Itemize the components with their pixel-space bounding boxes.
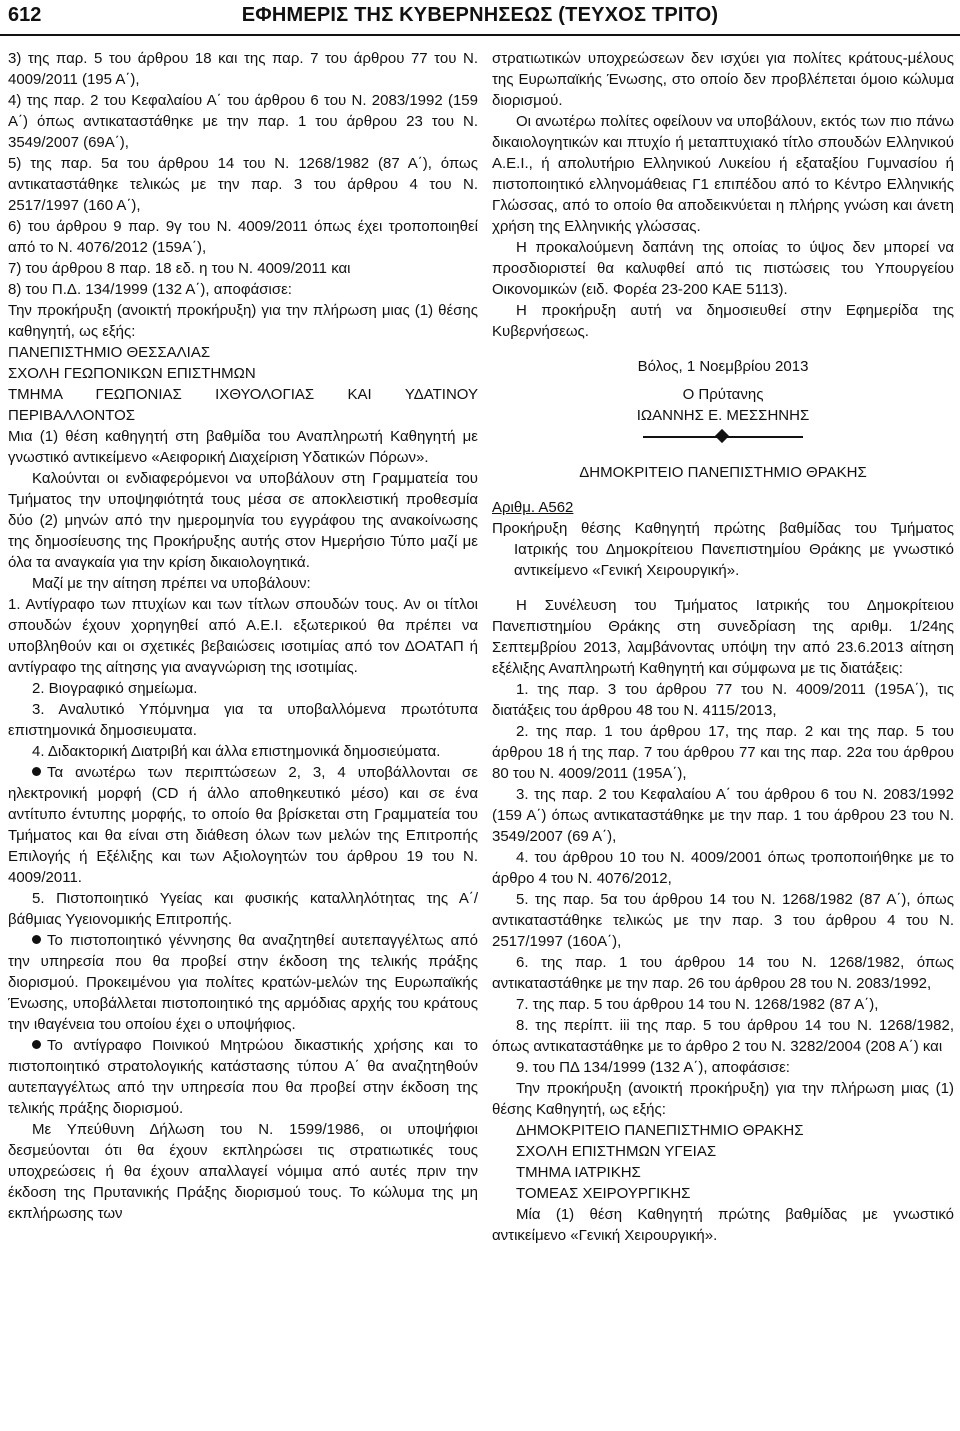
bullet-paragraph: [8, 930, 478, 1035]
bullet-paragraph: [8, 762, 478, 888]
school-heading: ΣΧΟΛΗ ΕΠΙΣΤΗΜΩΝ ΥΓΕΙΑΣ: [516, 1143, 717, 1160]
bullet-paragraph: [8, 1035, 478, 1119]
signatory-name: ΙΩΑΝΝΗΣ Ε. ΜΕΣΣΗΝΗΣ: [636, 407, 810, 424]
list-item: 1. Αντίγραφο των πτυχίων και των τίτλων σπουδών τους. Αν οι τίτλοι σπουδών έχουν χορηγηθεί από Α.Ε.Ι. εξωτερικού θα πρέπει να υποβληθούν και οι σχετικές βεβαιώσεις ισοτιμίας από τον ΔΟΑΤΑΠ ή αντίγραφο της αίτησης για αναγνώριση της ισοτιμίας.: [8, 596, 478, 676]
signatory-title: Ο Πρύτανης: [682, 386, 764, 403]
position-description: Μία (1) θέση Καθηγητή πρώτης βαθμίδας με γνωστικό αντικείμενο «Γενική Χειρουργική».: [492, 1206, 954, 1244]
spacer: [492, 342, 954, 356]
position-description: Μια (1) θέση καθηγητή στη βαθμίδα του Αναπληρωτή Καθηγητή με γνωστικό αντικείμενο «Αειφορική Διαχείριση Υδατικών Πόρων».: [8, 428, 478, 466]
list-item: 2. Βιογραφικό σημείωμα.: [32, 680, 198, 697]
list-item: 6. της παρ. 1 του άρθρου 14 του Ν. 1268/1982, όπως αντικαταστάθηκε με την παρ. 26 του άρθρου 28 του Ν. 2083/1992,: [492, 954, 954, 992]
paragraph: 6) του άρθρου 9 παρ. 9γ του Ν. 4009/2011 όπως έχει τροποποιηθεί από το Ν. 4076/2012 (159Α΄),: [8, 218, 478, 256]
list-item: 3. της παρ. 2 του Κεφαλαίου Α΄ του άρθρου 6 του Ν. 2083/1992 (159 Α΄) όπως αντικαταστάθηκε με την παρ. 1 του άρθρου 23 του Ν. 3549/2007 (69 Α΄),: [492, 786, 954, 845]
announcement-title: Προκήρυξη θέσης Καθηγητή πρώτης βαθμίδας του Τμήματος Ιατρικής του Δημοκρίτειου Πανεπιστημίου Θράκης με γνωστικό αντικείμενο «Γενική Χειρουργική».: [492, 520, 954, 579]
school-heading: ΣΧΟΛΗ ΓΕΩΠΟΝΙΚΩΝ ΕΠΙΣΤΗΜΩΝ: [8, 365, 256, 382]
department-heading: ΤΜΗΜΑ ΙΑΤΡΙΚΗΣ: [516, 1164, 641, 1181]
spacer: [492, 483, 954, 497]
sector-heading: ΤΟΜΕΑΣ ΧΕΙΡΟΥΡΓΙΚΗΣ: [516, 1185, 691, 1202]
institution-heading: ΠΑΝΕΠΙΣΤΗΜΙΟ ΘΕΣΣΑΛΙΑΣ: [8, 344, 211, 361]
paragraph: Η προκαλούμενη δαπάνη της οποίας το ύψος δεν μπορεί να προσδιοριστεί θα καλυφθεί από τις πιστώσεις του Υπουργείου Οικονομικών (ειδ. Φορέα 23-200 ΚΑΕ 5113).: [492, 239, 954, 298]
bullet-text: Το αντίγραφο Ποινικού Μητρώου δικαστικής χρήσης και το πιστοποιητικό στρατολογικής κατάστασης τύπου Α΄ θα αναζητηθούν αυτεπαγγέλτως από την υπηρεσία που θα προβεί στην έκδοση της τελικής πράξης διορισμού.: [8, 1037, 478, 1117]
issuer-heading: ΔΗΜΟΚΡΙΤΕΙΟ ΠΑΝΕΠΙΣΤΗΜΙΟ ΘΡΑΚΗΣ: [579, 464, 867, 481]
page-number: 612: [8, 4, 42, 26]
bullet-text: Τα ανωτέρω των περιπτώσεων 2, 3, 4 υποβάλλονται σε ηλεκτρονική μορφή (CD ή άλλο αποθηκευτικό μέσο) και σε ένα αντίτυπο έντυπης μορφής, το οποίο θα βρίσκεται στη Γραμματεία του Τμήματος και θα είναι στη διάθεση όλων των μελών της Επιτροπής Επιλογής ή Εξέλιξης και των Αξιολογητών του άρθρου 19 του Ν. 4009/2011.: [8, 764, 478, 886]
paragraph: Την προκήρυξη (ανοικτή προκήρυξη) για την πλήρωση μιας (1) θέσης καθηγητή, ως εξής:: [8, 302, 478, 340]
bullet-icon: [32, 767, 41, 776]
list-item: 5. Πιστοποιητικό Υγείας και φυσικής καταλληλότητας της Α΄/βάθμιας Υγειονομικής Επιτροπής.: [8, 890, 478, 928]
bullet-text: Το πιστοποιητικό γέννησης θα αναζητηθεί αυτεπαγγέλτως από την υπηρεσία που θα προβεί στην έκδοση της τελικής πράξης διορισμού. Προκειμένου για πολίτες κρατών-μελών της Ευρωπαϊκής Ένωσης, υποβάλλεται πιστοποιητικό της αρμόδιας αρχής του κράτους την ιθαγένεια του οποίου έχει ο υποψήφιος.: [8, 932, 478, 1033]
paragraph: Οι ανωτέρω πολίτες οφείλουν να υποβάλουν, εκτός των πιο πάνω δικαιολογητικών και πτυχίο ή μεταπτυχιακό τίτλο σπουδών Ελληνικού Α.Ε.Ι., ή απολυτήριο Ελληνικού Λυκείου ή εξαταξίου Γυμνασίου ή πιστοποιητικό ελληνομάθειας Γ1 επιπέδου από το Κέντρο Ελληνικής Γλώσσας, από το οποίο θα αποδεικνύεται η πλήρης γνώση και άνετη χρήση της Ελληνικής γλώσσας.: [492, 113, 954, 235]
header-rule: [0, 34, 960, 36]
paragraph: Η Συνέλευση του Τμήματος Ιατρικής του Δημοκρίτειου Πανεπιστημίου Θράκης στη συνεδρίαση της αριθμ. 1/24ης Σεπτεμβρίου 2013, λαμβάνοντας υπόψη την από 23.6.2013 αίτηση εξέλιξης Αναπληρωτή Καθηγητή και σύμφωνα με τις διατάξεις:: [492, 597, 954, 677]
paragraph: Με Υπεύθυνη Δήλωση του Ν. 1599/1986, οι υποψήφιοι δεσμεύονται ότι θα έχουν εκπληρώσει τις στρατιωτικές τους υποχρεώσεις ή θα έχουν απαλλαγεί νόμιμα από αυτές πριν την έκδοση της Πρυτανικής Πράξης διορισμού τους. Το κώλυμα της μη εκπλήρωσης των: [8, 1121, 478, 1222]
paragraph: 8) του Π.Δ. 134/1999 (132 Α΄), αποφάσισε:: [8, 281, 292, 298]
list-item: 2. της παρ. 1 του άρθρου 17, της παρ. 2 και της παρ. 5 του άρθρου 18 ή της παρ. 7 του άρθρου 77 και της παρ. 22α του άρθρου 80 του Ν. 4009/2011 (195Α΄),: [492, 723, 954, 782]
bullet-icon: [32, 1040, 41, 1049]
list-item: 8. της περίπτ. iii της παρ. 5 του άρθρου 14 του Ν. 1268/1982, όπως αντικαταστάθηκε με το άρθρο 2 του Ν. 3282/2004 (208 Α΄) και: [492, 1017, 954, 1055]
list-item: 1. της παρ. 3 του άρθρου 77 του Ν. 4009/2011 (195Α΄), τις διατάξεις του άρθρου 48 του Ν. 4115/2013,: [492, 681, 954, 719]
document-number: Αριθμ. Α562: [492, 499, 574, 516]
department-heading: ΤΜΗΜΑ ΓΕΩΠΟΝΙΑΣ ΙΧΘΥΟΛΟΓΙΑΣ ΚΑΙ ΥΔΑΤΙΝΟΥ ΠΕΡΙΒΑΛΛΟΝΤΟΣ: [8, 386, 478, 424]
diamond-icon: [715, 429, 729, 443]
paragraph: Μαζί με την αίτηση πρέπει να υποβάλουν:: [32, 575, 311, 592]
right-column: [492, 48, 954, 1246]
list-item: 9. του ΠΔ 134/1999 (132 Α΄), αποφάσισε:: [516, 1059, 790, 1076]
paragraph: Την προκήρυξη (ανοικτή προκήρυξη) για την πλήρωση μιας (1) θέσης Καθηγητή, ως εξής:: [492, 1080, 954, 1118]
institution-heading: ΔΗΜΟΚΡΙΤΕΙΟ ΠΑΝΕΠΙΣΤΗΜΙΟ ΘΡΑΚΗΣ: [516, 1122, 804, 1139]
list-item: 5. της παρ. 5α του άρθρου 14 του Ν. 1268/1982 (87 Α΄), όπως αντικαταστάθηκε τελικώς με την παρ. 3 του άρθρου 4 του Ν. 2517/1997 (160Α΄),: [492, 891, 954, 950]
paragraph: 4) της παρ. 2 του Κεφαλαίου Α΄ του άρθρου 6 του Ν. 2083/1992 (159 Α΄) όπως αντικαταστάθηκε με την παρ. 1 του άρθρου 23 του Ν. 3549/2007 (69Α΄),: [8, 92, 478, 151]
left-column: [8, 48, 478, 1224]
running-head: ΕΦΗΜΕΡΙΣ ΤΗΣ ΚΥΒΕΡΝΗΣΕΩΣ (ΤΕΥΧΟΣ ΤΡΙΤΟ): [241, 4, 719, 26]
page-header: [0, 0, 960, 34]
place-date: Βόλος, 1 Νοεμβρίου 2013: [637, 358, 809, 375]
paragraph: Καλούνται οι ενδιαφερόμενοι να υποβάλουν στη Γραμματεία του Τμήματος την υποψηφιότητά τους μέσα σε αποκλειστική προθεσμία δύο (2) μηνών από την ημερομηνία του εγγράφου της ανακοίνωσης της δημοσίευσης της Προκήρυξης αυτής στον Ημερήσιο Τύπο μαζί με όλα τα αναγκαία για την κρίση δικαιολογητικά.: [8, 470, 478, 571]
spacer: [492, 377, 954, 384]
paragraph: 7) του άρθρου 8 παρ. 18 εδ. η του Ν. 4009/2011 και: [8, 260, 351, 277]
list-item: 7. της παρ. 5 του άρθρου 14 του Ν. 1268/1982 (87 Α΄),: [516, 996, 879, 1013]
spacer: [492, 448, 954, 462]
paragraph: 5) της παρ. 5α του άρθρου 14 του Ν. 1268/1982 (87 Α΄), όπως αντικαταστάθηκε τελικώς με την παρ. 3 του άρθρου 4 του Ν. 2517/1997 (160 Α΄),: [8, 155, 478, 214]
list-item: 4. Διδακτορική Διατριβή και άλλα επιστημονικά δημοσιεύματα.: [32, 743, 441, 760]
section-divider: [643, 426, 803, 448]
paragraph: 3) της παρ. 5 του άρθρου 18 και της παρ. 7 του άρθρου 77 του Ν. 4009/2011 (195 Α΄),: [8, 50, 478, 88]
list-item: 4. του άρθρου 10 του Ν. 4009/2001 όπως τροποποιήθηκε με το άρθρο 4 του Ν. 4076/2012,: [492, 849, 954, 887]
list-item: 3. Αναλυτικό Υπόμνημα για τα υποβαλλόμενα πρωτότυπα επιστημονικά δημοσιευματα.: [8, 701, 478, 739]
spacer: [492, 581, 954, 595]
paragraph: στρατιωτικών υποχρεώσεων δεν ισχύει για πολίτες κράτους-μέλους της Ευρωπαϊκής Ένωσης, στο οποίο δεν προβλέπεται όμοιο κώλυμα διορισμού.: [492, 50, 954, 109]
bullet-icon: [32, 935, 41, 944]
paragraph: Η προκήρυξη αυτή να δημοσιευθεί στην Εφημερίδα της Κυβερνήσεως.: [492, 302, 954, 340]
